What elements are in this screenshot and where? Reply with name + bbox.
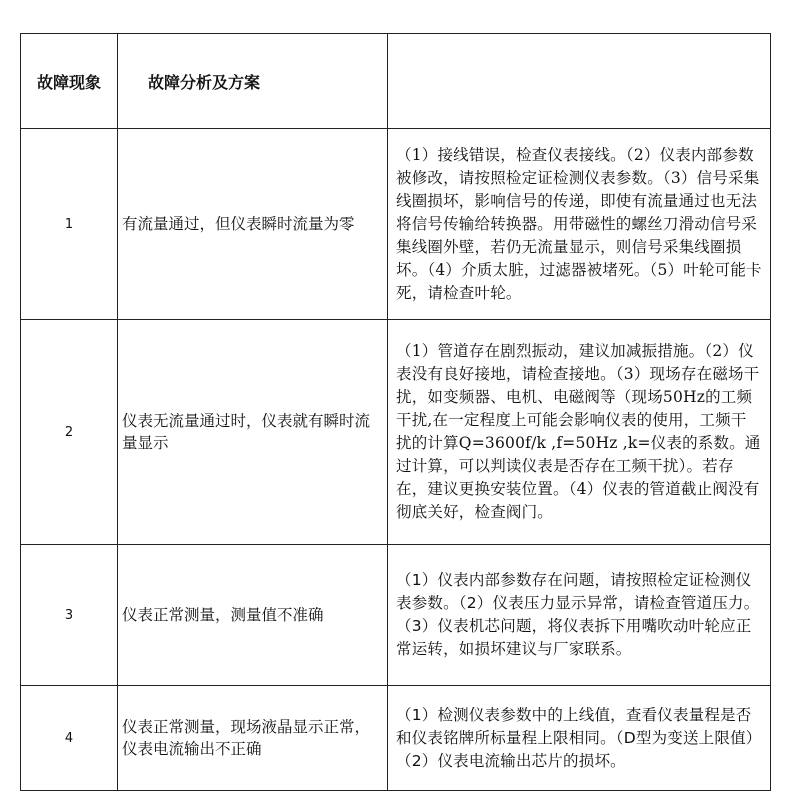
row-number: 4 — [21, 686, 118, 791]
fault-solution: （1）接线错误，检查仪表接线。（2）仪表内部参数被修改，请按照检定证检测仪表参数。（3）信号采集线圈损坏，影响信号的传递，即使有流量通过也无法将信号传输给转换器。用带磁性的螺丝刀滑动信号采集线圈外壁，若仍无流量显示，则信号采集线圈损坏。（4）介质太脏，过滤器被堵死。（5）叶轮可能卡死，请检查叶轮。 — [388, 129, 771, 320]
table-row — [21, 129, 771, 320]
table-row — [21, 545, 771, 686]
row-number: 3 — [21, 545, 118, 686]
table-row — [21, 686, 771, 791]
fault-solution: （1）仪表内部参数存在问题，请按照检定证检测仪表参数。（2）仪表压力显示异常，请检查管道压力。（3）仪表机芯问题，将仪表拆下用嘴吹动叶轮应正常运转，如损坏建议与厂家联系。 — [388, 545, 771, 686]
header-fault-symptom: 故障现象 — [21, 34, 118, 129]
header-blank — [388, 34, 771, 129]
fault-solution: （1）检测仪表参数中的上线值，查看仪表量程是否和仪表铭牌所标量程上限相同。（D型为变送上限值）（2）仪表电流输出芯片的损坏。 — [388, 686, 771, 791]
row-number: 1 — [21, 129, 118, 320]
fault-symptom: 仪表正常测量，现场液晶显示正常，仪表电流输出不正确 — [118, 686, 388, 791]
fault-symptom: 仪表正常测量，测量值不准确 — [118, 545, 388, 686]
fault-symptom: 有流量通过，但仪表瞬时流量为零 — [118, 129, 388, 320]
fault-table — [20, 33, 771, 791]
fault-solution: （1）管道存在剧烈振动，建议加减振措施。（2）仪表没有良好接地，请检查接地。（3）现场存在磁场干扰，如变频器、电机、电磁阀等（现场50Hz的工频干扰,在一定程度上可能会影响仪表的使用，工频干扰的计算Q=3600f/k ,f=50Hz ,k=仪表的系数。通过计算，可以判读仪表是否存在工频干扰）。若存在，建议更换安装位置。（4）仪表的管道截止阀没有彻底关好，检查阀门。 — [388, 320, 771, 545]
table-header-row — [21, 34, 771, 129]
table-row — [21, 320, 771, 545]
header-fault-analysis: 故障分析及方案 — [118, 34, 388, 129]
row-number: 2 — [21, 320, 118, 545]
fault-symptom: 仪表无流量通过时，仪表就有瞬时流量显示 — [118, 320, 388, 545]
